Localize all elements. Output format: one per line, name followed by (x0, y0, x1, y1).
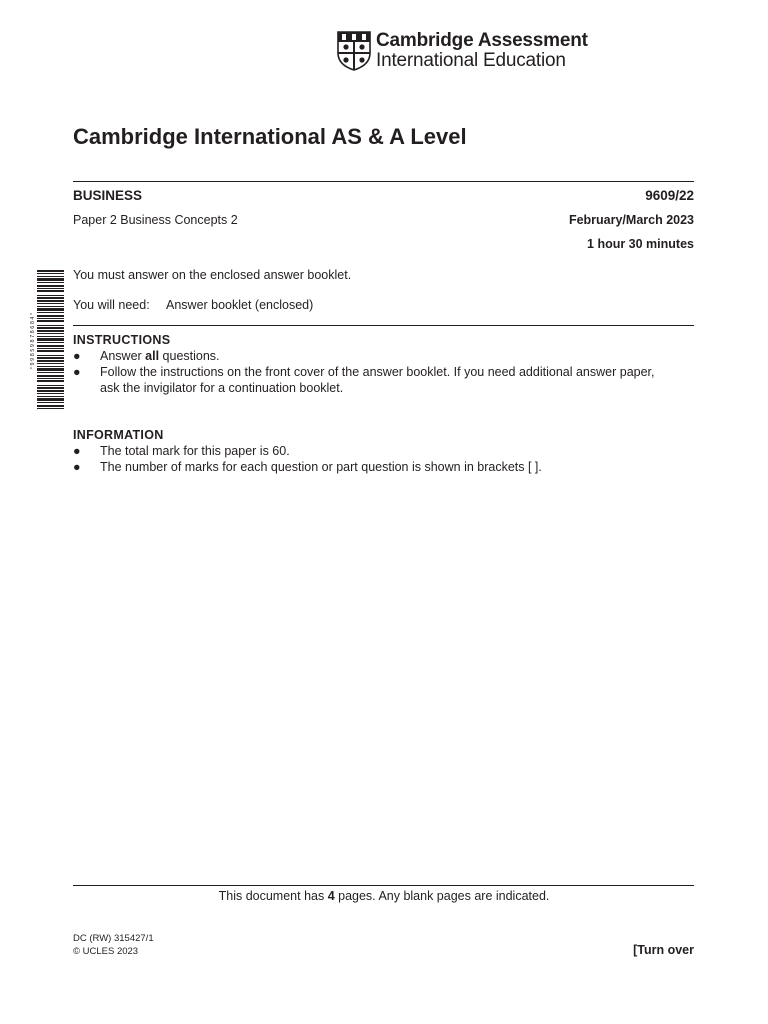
information-item: The total mark for this paper is 60. (100, 444, 290, 458)
copyright: © UCLES 2023 (73, 946, 139, 957)
bullet-icon: ● (73, 444, 81, 458)
cambridge-logo (337, 31, 587, 73)
bullet-icon: ● (73, 365, 81, 379)
answer-booklet-note: You must answer on the enclosed answer booklet. (73, 268, 352, 282)
page-count-note: This document has 4 pages. Any blank pages are indicated. (218, 889, 550, 903)
bullet-icon: ● (73, 460, 81, 474)
materials-label: You will need: (73, 298, 150, 312)
document-code: DC (RW) 315427/1 (73, 933, 154, 944)
syllabus-code: 9609/22 (645, 188, 694, 203)
instruction-item: Follow the instructions on the front cover of the answer booklet. If you need additional answer paper, ask the invigilator for a continuation booklet. (100, 365, 655, 395)
barcode-digits: * 9 9 8 5 9 8 7 8 6 8 4 * (30, 312, 36, 370)
turn-over-label: [Turn over (633, 943, 694, 957)
university-crest-icon (337, 31, 371, 71)
top-divider (73, 181, 694, 182)
instruction-item: Answer all questions. (100, 349, 220, 363)
org-name-line2: International Education (376, 50, 566, 71)
materials-value: Answer booklet (enclosed) (166, 298, 314, 312)
bullet-icon: ● (73, 349, 81, 363)
exam-duration: 1 hour 30 minutes (587, 237, 694, 251)
information-item: The number of marks for each question or part question is shown in brackets [ ]. (100, 460, 542, 474)
instructions-heading: INSTRUCTIONS (73, 333, 171, 347)
footer-divider (73, 885, 694, 886)
candidate-barcode (28, 270, 64, 412)
exam-session: February/March 2023 (568, 213, 694, 227)
instructions-divider (73, 325, 694, 326)
information-heading: INFORMATION (73, 428, 164, 442)
subject-name: BUSINESS (73, 188, 143, 203)
qualification-title: Cambridge International AS & A Level (73, 124, 467, 149)
paper-title: Paper 2 Business Concepts 2 (73, 213, 238, 227)
org-name-line1: Cambridge Assessment (376, 30, 588, 51)
